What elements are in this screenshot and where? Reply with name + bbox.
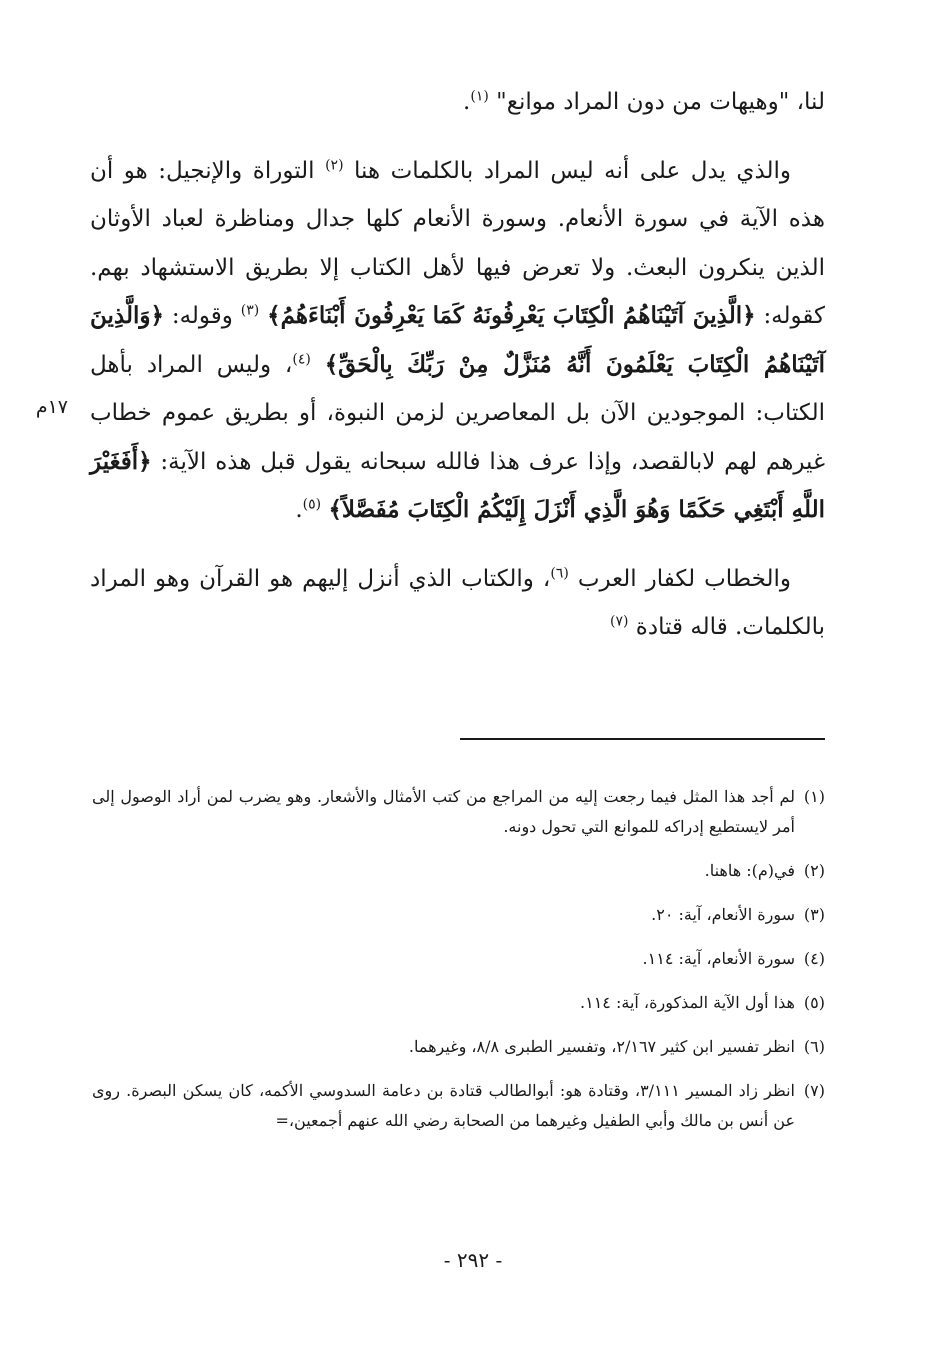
footnote-ref-6: (٦): [550, 564, 569, 581]
quran-quote-3: ﴿أَفَغَيْرَ اللَّهِ أَبْتَغِي حَكَمًا وَهُوَ الَّذِي أَنْزَلَ إِلَيْكُمُ الْكِتَابَ مُفَصَّلاً﴾: [90, 447, 825, 523]
footnote-separator: [460, 738, 825, 740]
footnote-ref-5: (٥): [302, 496, 322, 513]
paragraph-2-end: .: [295, 497, 303, 523]
main-text: [90, 78, 825, 652]
footnote-4: [92, 944, 825, 974]
footnote-number: (١): [803, 787, 825, 806]
footnote-number: (٦): [803, 1037, 825, 1056]
paragraph-1: [90, 78, 825, 127]
footnote-3: [92, 900, 825, 930]
footnote-text: سورة الأنعام، آية: ٢٠.: [651, 905, 795, 924]
footnote-1: [92, 782, 825, 842]
quran-quote-1: ﴿الَّذِينَ آتَيْنَاهُمُ الْكِتَابَ يَعْرِفُونَهُ كَمَا يَعْرِفُونَ أَبْنَاءَهُمُ﴾: [267, 302, 756, 329]
paragraph-1-text: لنا، "وهيهات من دون المراد موانع": [496, 89, 825, 115]
footnote-text: في(م): هاهنا.: [704, 861, 795, 880]
footnote-ref-7: (٧): [610, 613, 629, 630]
paragraph-3-part-a: والخطاب لكفار العرب: [577, 565, 791, 592]
footnote-number: (٤): [803, 949, 825, 968]
footnote-text: سورة الأنعام، آية: ١١٤.: [642, 949, 795, 968]
paragraph-2-part-c: وقوله:: [171, 303, 233, 329]
footnote-text: لم أجد هذا المثل فيما رجعت إليه من المراجع من كتب الأمثال والأشعار. وهو يضرب لمن أراد الوصول إلى أمر لايستطيع إدراكه للموانع التي تحول دونه.: [92, 787, 795, 836]
footnote-5: [92, 988, 825, 1018]
footnote-6: [92, 1032, 825, 1062]
paragraph-3-part-b: ، والكتاب الذي أنزل إليهم هو القرآن وهو المراد بالكلمات. قاله قتادة: [90, 565, 825, 640]
paragraph-2-part-d: ، وليس المراد بأهل الكتاب: الموجودين الآن بل المعاصرين لزمن النبوة، أو بطريق عموم خطاب غيرهم لهم لابالقصد، وإذا عرف هذا فالله سبحانه يقول قبل هذه الآية:: [90, 351, 826, 475]
paragraph-3: [90, 555, 825, 652]
page-number: - ٢٩٢ -: [443, 1248, 503, 1272]
footnote-ref-2: (٢): [325, 156, 344, 173]
footnote-2: [92, 856, 825, 886]
footnotes: [92, 782, 825, 1150]
footnote-ref-1: (١): [470, 88, 489, 105]
footnote-number: (٣): [803, 905, 825, 924]
footnote-text: انظر تفسير ابن كثير ٢/١٦٧، وتفسير الطبرى ٨/٨، وغيرهما.: [408, 1037, 795, 1056]
footnote-text: هذا أول الآية المذكورة، آية: ١١٤.: [580, 993, 795, 1012]
footnote-text: انظر زاد المسير ٣/١١١، وقتادة هو: أبوالطالب قتادة بن دعامة السدوسي الأكمه، كان يسكن البصرة. روى عن أنس بن مالك وأبي الطفيل وغيرهما من الصحابة رضي الله عنهم أجمعين،=: [92, 1081, 796, 1130]
footnote-7: [92, 1076, 825, 1136]
paragraph-2: [90, 147, 825, 535]
paragraph-2-part-a: والذي يدل على أنه ليس المراد بالكلمات هنا: [354, 157, 792, 184]
paragraph-1-end: .: [463, 89, 471, 115]
footnote-ref-4: (٤): [292, 350, 311, 367]
margin-manuscript-note: ١٧م: [35, 396, 68, 418]
footnote-ref-3: (٣): [240, 302, 260, 319]
quran-quote-2: ﴿وَالَّذِينَ آتَيْنَاهُمُ الْكِتَابَ يَعْلَمُونَ أَنَّهُ مُنَزَّلٌ مِنْ رَبِّكَ بِالْحَقِّ﴾: [90, 302, 825, 378]
paragraph-2-part-b: التوراة والإنجيل: هو أن هذه الآية في سورة الأنعام. وسورة الأنعام كلها جدال ومناظرة لعباد الأوثان الذين ينكرون البعث. ولا تعرض فيها لأهل الكتاب إلا بطريق الاستشهاد بهم. كقوله:: [90, 157, 825, 329]
footnote-number: (٧): [803, 1081, 825, 1100]
footnote-number: (٥): [803, 993, 825, 1012]
footnote-number: (٢): [803, 861, 825, 880]
